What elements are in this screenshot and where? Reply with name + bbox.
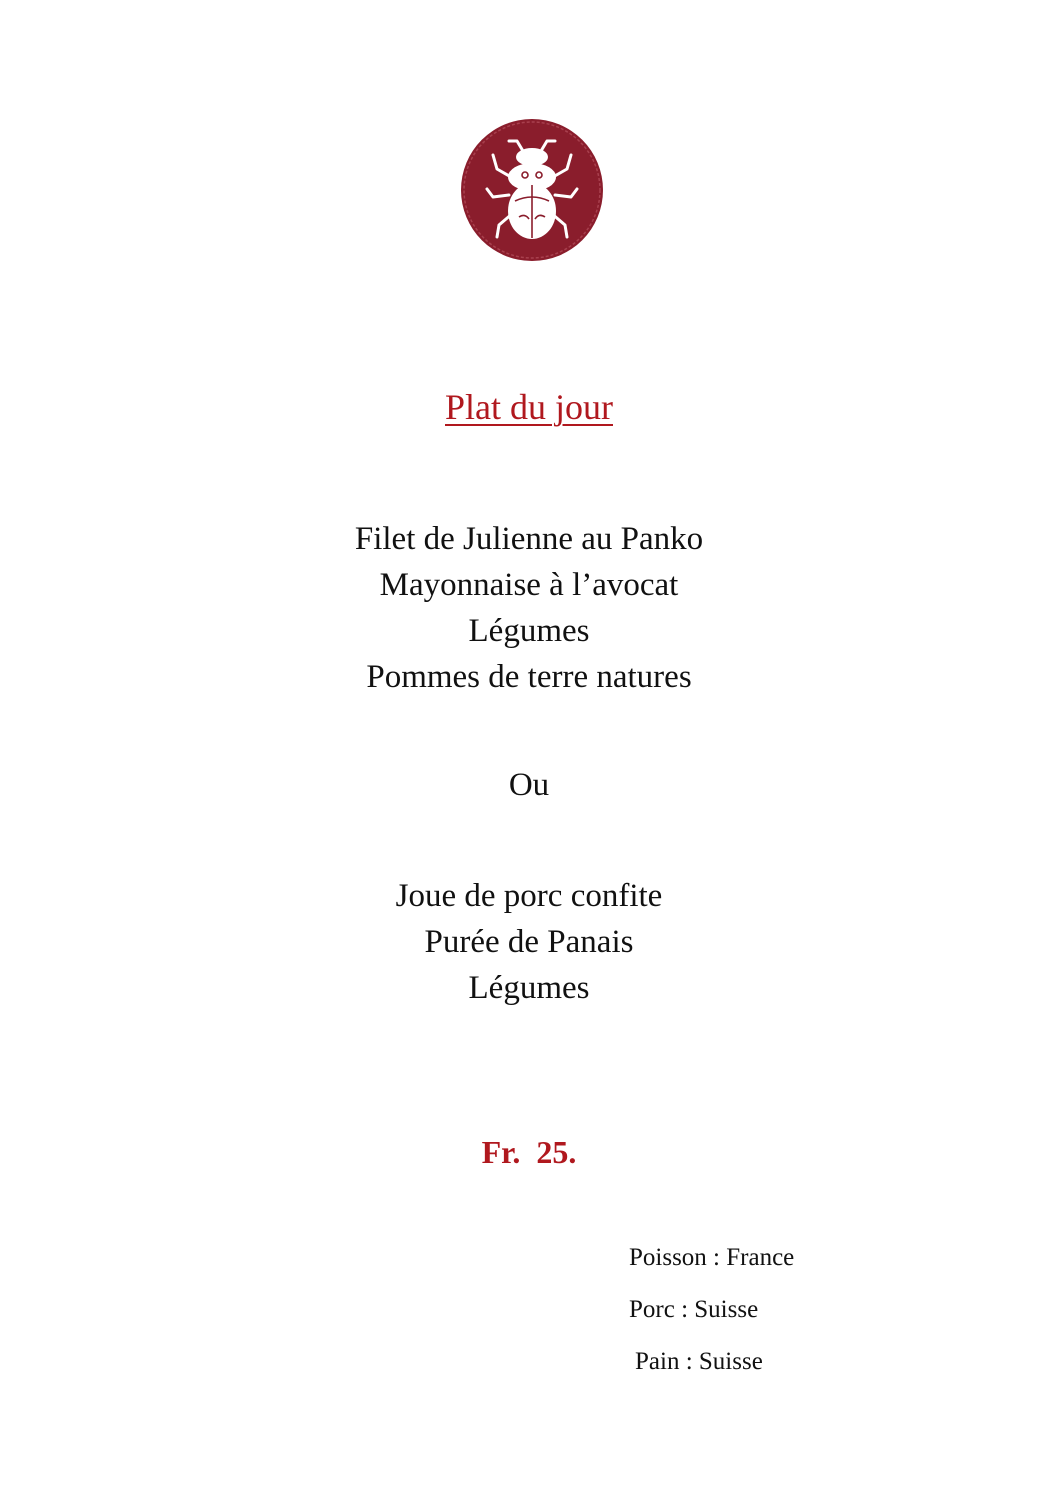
- dish-line: Mayonnaise à l’avocat: [379, 567, 679, 603]
- dish-line: Légumes: [468, 970, 590, 1006]
- dish-line: Purée de Panais: [424, 924, 634, 960]
- restaurant-logo: [459, 117, 605, 263]
- dish-option-2: [0, 873, 1058, 1011]
- dish-line: Pommes de terre natures: [366, 659, 692, 695]
- dish-line: Légumes: [468, 613, 590, 649]
- origin-pork: Porc : Suisse: [629, 1296, 759, 1323]
- scarab-beetle-icon: [459, 117, 605, 263]
- dish-line: Filet de Julienne au Panko: [354, 521, 704, 557]
- origin-fish: Poisson : France: [629, 1244, 795, 1271]
- origin-bread: Pain : Suisse: [635, 1348, 763, 1375]
- origins-list: [629, 1238, 794, 1394]
- price: Fr. 25.: [481, 1134, 577, 1170]
- dish-line: Joue de porc confite: [395, 878, 663, 914]
- or-separator: Ou: [508, 767, 550, 803]
- dish-option-1: [0, 516, 1058, 700]
- menu-title: Plat du jour: [445, 387, 613, 427]
